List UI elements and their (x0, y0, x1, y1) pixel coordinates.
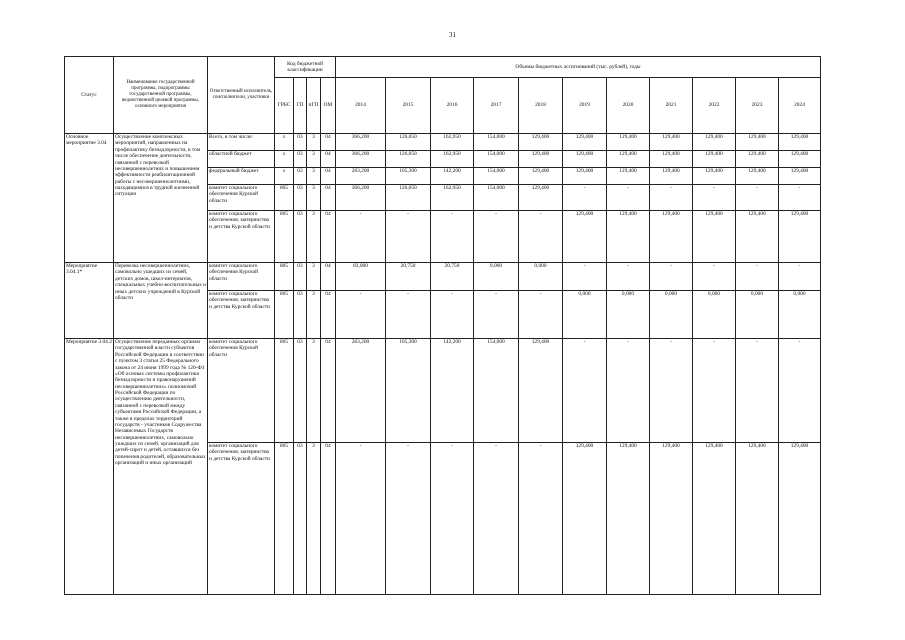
value-2024: 129,400 (779, 211, 821, 263)
value-2014: 283,200 (336, 168, 386, 185)
code-om: 04 (321, 185, 336, 211)
value-2019: 0,000 (563, 291, 607, 339)
value-2014: - (336, 291, 386, 339)
value-2020: 129,400 (607, 211, 650, 263)
value-2015: 20,750 (386, 263, 431, 291)
value-2015: - (386, 211, 431, 263)
code-om: 04 (321, 263, 336, 291)
value-2019: - (563, 339, 607, 443)
value-2022: 129,400 (693, 211, 736, 263)
value-2023: - (736, 263, 779, 291)
code-gp: 03 (294, 211, 307, 263)
value-2016: - (431, 211, 474, 263)
value-2014: 366,200 (336, 151, 386, 168)
row-responsible: областной бюджет (208, 151, 275, 168)
value-2020: - (607, 263, 650, 291)
value-2018: - (519, 211, 563, 263)
code-gp: 03 (294, 263, 307, 291)
value-2014: - (336, 443, 386, 595)
value-2017: 154,000 (474, 185, 519, 211)
value-2018: - (519, 443, 563, 595)
value-2015: 126,050 (386, 134, 431, 151)
row-responsible: Всего, в том числе: (208, 134, 275, 151)
row-responsible: комитет социального обеспечения Курской области (208, 339, 275, 443)
value-2018: 129,400 (519, 151, 563, 168)
value-2017: - (474, 443, 519, 595)
code-om: 04 (321, 211, 336, 263)
value-2015: 105,300 (386, 168, 431, 185)
value-2014: 83,000 (336, 263, 386, 291)
code-gp: 03 (294, 443, 307, 595)
value-2022: - (693, 263, 736, 291)
budget-allocation-table (64, 56, 821, 595)
value-2017: 154,000 (474, 168, 519, 185)
value-2018: 129,400 (519, 185, 563, 211)
code-gp: 03 (294, 339, 307, 443)
code-grbs: 805 (275, 339, 294, 443)
row-responsible: комитет социального обеспечения Курской области (208, 263, 275, 291)
code-grbs: х (275, 134, 294, 151)
code-pgp: 3 (307, 339, 321, 443)
value-2018: 0,000 (519, 263, 563, 291)
row-responsible: комитет социального обеспечения, материнства и детства Курской области (208, 211, 275, 263)
value-2017: - (474, 291, 519, 339)
value-2015: 126,050 (386, 151, 431, 168)
header-year-2023: 2023 (736, 78, 779, 134)
table-row (65, 134, 821, 151)
header-year-2015: 2015 (386, 78, 431, 134)
header-year-2020: 2020 (607, 78, 650, 134)
header-name: Наименование государственной программы, подпрограммы государственной программы, ведомственной целевой программы, основного мероприятия (114, 57, 208, 134)
header-year-2022: 2022 (693, 78, 736, 134)
value-2016: 20,750 (431, 263, 474, 291)
value-2022: 129,400 (693, 134, 736, 151)
code-pgp: 3 (307, 151, 321, 168)
value-2014: 366,200 (336, 134, 386, 151)
table-row (65, 263, 821, 291)
value-2019: 129,400 (563, 168, 607, 185)
value-2016: - (431, 443, 474, 595)
value-2024: - (779, 263, 821, 291)
value-2017: 154,000 (474, 339, 519, 443)
header-year-2019: 2019 (563, 78, 607, 134)
value-2023: - (736, 339, 779, 443)
code-gp: 03 (294, 185, 307, 211)
value-2017: 154,000 (474, 134, 519, 151)
code-gp: 03 (294, 134, 307, 151)
code-om: 04 (321, 291, 336, 339)
code-pgp: 3 (307, 263, 321, 291)
value-2022: 129,400 (693, 168, 736, 185)
value-2016: 142,200 (431, 339, 474, 443)
code-pgp: 3 (307, 443, 321, 595)
value-2019: - (563, 263, 607, 291)
row-responsible: комитет социального обеспечения, материнства и детства Курской области (208, 443, 275, 595)
value-2022: 129,400 (693, 443, 736, 595)
value-2015: - (386, 291, 431, 339)
value-2024: 129,400 (779, 151, 821, 168)
value-2021: - (650, 185, 693, 211)
row-status: Мероприятие 3.04.2 (65, 339, 114, 595)
value-2023: 129,400 (736, 151, 779, 168)
value-2020: 129,400 (607, 443, 650, 595)
value-2024: 129,400 (779, 168, 821, 185)
code-grbs: 805 (275, 291, 294, 339)
header-pgp: пГП (307, 78, 321, 134)
header-year-2014: 2014 (336, 78, 386, 134)
value-2014: 366,200 (336, 185, 386, 211)
row-name: Осуществление комплексных мероприятий, направленных на профилактику безнадзорности, в том числе обеспечение деятельности, связанной с перевозкой несовершеннолетних и повышением эффективности реабилитационной работы с несовершеннолетними, находящимися в трудной жизненной ситуации (114, 134, 208, 263)
value-2024: - (779, 185, 821, 211)
code-grbs: х (275, 151, 294, 168)
value-2016: 162,950 (431, 134, 474, 151)
code-grbs: х (275, 168, 294, 185)
page-number: 31 (449, 31, 456, 39)
value-2020: - (607, 339, 650, 443)
value-2024: - (779, 339, 821, 443)
row-name: Осуществление переданных органам государственной власти субъектов Российской Федерации в соответствии с пунктом 3 статьи 25 Федерального закона от 24 июня 1999 года № 120-ФЗ «Об основах системы профилактики безнадзорности и правонарушений несовершеннолетних» полномочий Российской Федерации по осуществлению деятельности, связанной с перевозкой между субъектами Российской Федерации, а также в пределах территорий государств - участников Содружества Независимых Государств несовершеннолетних, самовольно ушедших из семей, организаций для детей-сирот и детей, оставшихся без попечения родителей, образовательных организаций и иных организаций (114, 339, 208, 595)
value-2017: 154,000 (474, 151, 519, 168)
value-2016: 162,950 (431, 185, 474, 211)
header-year-2024: 2024 (779, 78, 821, 134)
table-row (65, 339, 821, 443)
value-2023: 0,000 (736, 291, 779, 339)
header-om: ОМ (321, 78, 336, 134)
value-2017: - (474, 211, 519, 263)
value-2014: - (336, 211, 386, 263)
code-grbs: 805 (275, 263, 294, 291)
value-2018: 129,400 (519, 339, 563, 443)
value-2021: - (650, 339, 693, 443)
value-2016: 142,200 (431, 168, 474, 185)
row-status: Основное мероприятие 3.04 (65, 134, 114, 263)
value-2021: - (650, 263, 693, 291)
value-2017: 0,000 (474, 263, 519, 291)
code-om: 04 (321, 134, 336, 151)
header-budget-code: Код бюджетной классификации (275, 57, 336, 78)
value-2015: 126,050 (386, 185, 431, 211)
header-status: Статус (65, 57, 114, 134)
row-responsible: комитет социального обеспечения Курской области (208, 185, 275, 211)
code-om: 04 (321, 339, 336, 443)
value-2023: 129,400 (736, 134, 779, 151)
code-gp: 03 (294, 151, 307, 168)
value-2014: 283,200 (336, 339, 386, 443)
value-2022: - (693, 185, 736, 211)
code-gp: 03 (294, 291, 307, 339)
value-2018: 129,400 (519, 134, 563, 151)
header-responsible: Ответственный исполнитель, соисполнители, участники (208, 57, 275, 134)
code-pgp: 3 (307, 185, 321, 211)
value-2021: 129,400 (650, 151, 693, 168)
row-responsible: федеральный бюджет (208, 168, 275, 185)
value-2021: 129,400 (650, 443, 693, 595)
value-2023: 129,400 (736, 443, 779, 595)
value-2023: - (736, 185, 779, 211)
value-2019: 129,400 (563, 151, 607, 168)
code-pgp: 3 (307, 291, 321, 339)
value-2018: 129,400 (519, 168, 563, 185)
value-2018: - (519, 291, 563, 339)
header-year-2017: 2017 (474, 78, 519, 134)
value-2016: - (431, 291, 474, 339)
value-2016: 162,950 (431, 151, 474, 168)
row-status: Мероприятие 3.04.1* (65, 263, 114, 339)
header-volumes: Объемы бюджетных ассигнований (тыс. рублей), годы (336, 57, 821, 78)
value-2022: - (693, 339, 736, 443)
header-year-2016: 2016 (431, 78, 474, 134)
value-2015: 105,300 (386, 339, 431, 443)
value-2019: 129,400 (563, 211, 607, 263)
code-grbs: 805 (275, 185, 294, 211)
value-2020: 129,400 (607, 151, 650, 168)
value-2023: 129,400 (736, 168, 779, 185)
value-2024: 129,400 (779, 443, 821, 595)
value-2021: 0,000 (650, 291, 693, 339)
row-responsible: комитет социального обеспечения, материнства и детства Курской области (208, 291, 275, 339)
value-2021: 129,400 (650, 211, 693, 263)
value-2019: - (563, 185, 607, 211)
code-gp: 03 (294, 168, 307, 185)
value-2020: - (607, 185, 650, 211)
value-2015: - (386, 443, 431, 595)
code-pgp: 3 (307, 168, 321, 185)
code-om: 04 (321, 168, 336, 185)
code-grbs: 805 (275, 211, 294, 263)
value-2020: 129,400 (607, 134, 650, 151)
value-2019: 129,400 (563, 134, 607, 151)
value-2020: 129,400 (607, 168, 650, 185)
header-grbs: ГРБС (275, 78, 294, 134)
code-grbs: 805 (275, 443, 294, 595)
code-pgp: 3 (307, 134, 321, 151)
value-2019: 129,400 (563, 443, 607, 595)
code-om: 04 (321, 151, 336, 168)
code-om: 04 (321, 443, 336, 595)
value-2022: 129,400 (693, 151, 736, 168)
value-2020: 0,000 (607, 291, 650, 339)
value-2023: 129,400 (736, 211, 779, 263)
value-2024: 0,000 (779, 291, 821, 339)
value-2021: 129,400 (650, 134, 693, 151)
value-2024: 129,400 (779, 134, 821, 151)
value-2022: 0,000 (693, 291, 736, 339)
header-year-2021: 2021 (650, 78, 693, 134)
header-gp: ГП (294, 78, 307, 134)
header-year-2018: 2018 (519, 78, 563, 134)
code-pgp: 3 (307, 211, 321, 263)
value-2021: 129,400 (650, 168, 693, 185)
row-name: Перевозка несовершеннолетних, самовольно ушедших из семей, детских домов, школ-интернатов, специальных учебно-воспитательных и иных детских учреждений в Курской области (114, 263, 208, 339)
